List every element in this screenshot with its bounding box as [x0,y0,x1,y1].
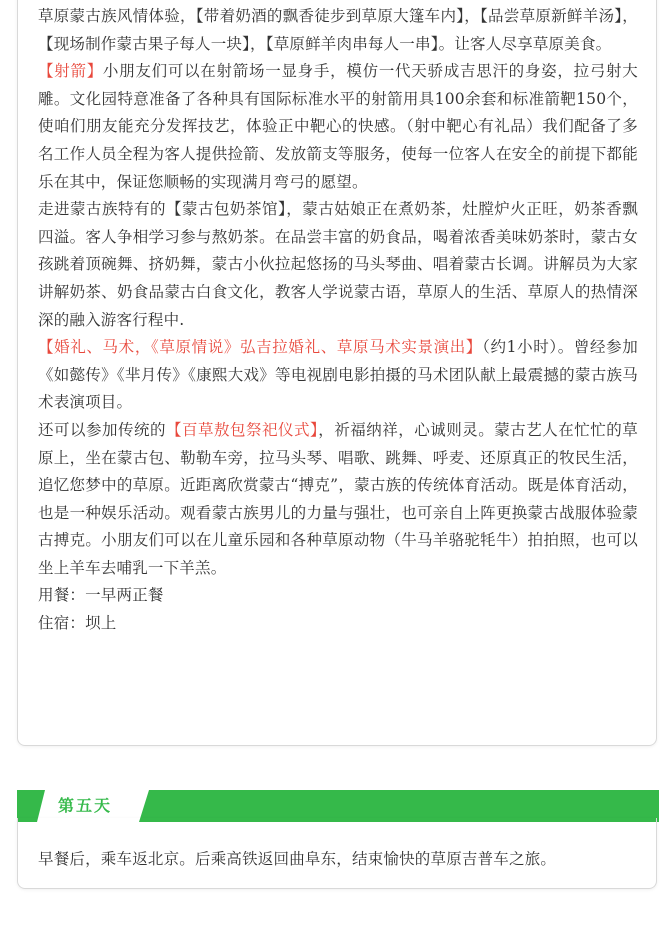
aobao-text-after: ，祈福纳祥，心诚则灵。蒙古艺人在忙忙的草原上，坐在蒙古包、勒勒车旁，拉马头琴、唱歌、跳舞、呼麦、还原真正的牧民生活，追忆您梦中的草原。近距离欣赏蒙古“搏克”，蒙古族的传统体育活动。既是体育活动，也是一种娱乐活动。观看蒙古族男儿的力量与强壮，也可亲自上阵更换蒙古战服体验蒙古搏克。小朋友们可以在儿童乐园和各种草原动物（牛马羊骆驼牦牛）拍拍照，也可以坐上羊车去哺乳一下羊羔。 [38,420,638,577]
paragraph-archery [38,58,638,196]
paragraph-wedding-horse [38,334,638,417]
aobao-text-before: 还可以参加传统的 [38,420,167,439]
wedding-text: （约1小时）。曾经参加《如懿传》《芈月传》《康熙大戏》等电视剧电影拍摄的马术团队献上最震撼的蒙古族马术表演项目。 [38,338,639,412]
lodging-info: 住宿：坝上 [38,614,117,633]
day4-content [38,3,638,638]
paragraph-aobao [38,417,638,583]
aobao-highlight: 【百草敖包祭祀仪式】 [166,420,319,439]
paragraph-food-experience: 草原蒙古族风情体验，【带着奶酒的飘香徒步到草原大篷车内】，【品尝草原新鲜羊汤】，【现场制作蒙古果子每人一块】，【草原鲜羊肉串每人一串】。让客人尽享草原美食。 [38,7,638,53]
day5-content: 早餐后，乘车返北京。后乘高铁返回曲阜东，结束愉快的草原吉普车之旅。 [38,850,557,868]
archery-highlight: 【射箭】 [38,62,103,81]
archery-text: 小朋友们可以在射箭场一显身手，模仿一代天骄成吉思汗的身姿，拉弓射大雕。文化园特意准备了各种具有国际标准水平的射箭用具100余套和标准箭靶150个，使咱们朋友能充分发挥技艺，体验正中靶心的快感。（射中靶心有礼品）我们配备了多名工作人员全程为客人提供捡箭、发放箭支等服务，使每一位客人在安全的前提下都能乐在其中，保证您顺畅的实现满月弯弓的愿望。 [38,62,638,191]
meals-info: 用餐：一早两正餐 [38,586,164,605]
day5-title: 第五天 [58,796,113,815]
paragraph-milk-tea: 走进蒙古族特有的【蒙古包奶茶馆】，蒙古姑娘正在煮奶茶，灶膛炉火正旺，奶茶香飘四溢。客人争相学习参与熬奶茶。在品尝丰富的奶食品，喝着浓香美味奶茶时，蒙古女孩跳着顶碗舞、挤奶舞，蒙古小伙拉起悠扬的马头琴曲、唱着蒙古长调。讲解员为大家讲解奶茶、奶食品蒙古白食文化，教客人学说蒙古语，草原人的生活、草原人的热情深深的融入游客行程中. [38,200,638,329]
wedding-highlight: 【婚礼、马术，《草原情说》弘吉拉婚礼、草原马术实景演出】 [38,338,483,357]
